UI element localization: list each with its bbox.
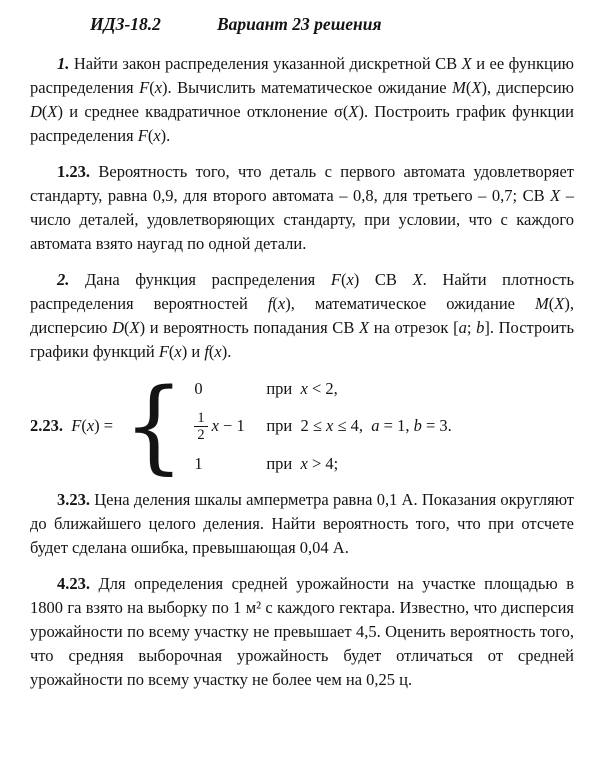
piecewise-formula-2-23 bbox=[30, 367, 574, 485]
text-run: ) и bbox=[181, 342, 205, 361]
text-run: > 4; bbox=[307, 453, 339, 473]
text-run: ). Вычислить математическое ожидание bbox=[162, 78, 453, 97]
text-run: ( bbox=[208, 342, 215, 361]
text-run: X bbox=[412, 270, 423, 289]
text-run: a bbox=[371, 416, 380, 435]
paragraph-task-1-23 bbox=[30, 160, 574, 256]
text-run: при bbox=[266, 378, 301, 398]
text-run: < 2, bbox=[307, 378, 338, 398]
text-run: X bbox=[471, 78, 482, 97]
formula-case-1 bbox=[194, 377, 451, 401]
text-run: при 2 ≤ bbox=[266, 416, 327, 435]
text-run: 2. bbox=[57, 270, 86, 289]
text-run: ). bbox=[221, 342, 232, 361]
text-run: Для определения средней урожайности на участке площадью в 1800 га взято на выборку по 1 м² с каждого гектара. Известно, что дисперсия урожайности по всему участку не превышает 4,5. Оценить вероятность того, что средняя выборочная урожайность будет отличаться от средней урожайности по всему участку не более чем на 0,25 ц. bbox=[30, 574, 575, 689]
left-brace: { bbox=[123, 367, 185, 485]
text-run: ( bbox=[340, 270, 347, 289]
case-value bbox=[194, 410, 266, 443]
text-run: b bbox=[476, 318, 485, 337]
text-run: Цена деления шкалы амперметра равна 0,1 А. Показания округляют до ближайшего целого деления. Найти вероятность того, что при отсчете будет сделана ошибка, превышающая 0,04 А. bbox=[30, 490, 575, 557]
paragraph-task-3-23 bbox=[30, 488, 574, 560]
text-run: x bbox=[326, 416, 334, 435]
text-run: ( bbox=[81, 416, 87, 435]
text-run: ( bbox=[149, 78, 155, 97]
text-run: x bbox=[300, 378, 308, 398]
text-run: 1. bbox=[57, 54, 74, 73]
paragraph-task-4-23 bbox=[30, 572, 574, 692]
text-run: x bbox=[346, 270, 354, 289]
text-run: ( bbox=[548, 294, 555, 313]
case-expression bbox=[212, 414, 245, 438]
doc-title: Вариант 23 решения bbox=[216, 14, 382, 34]
fraction-numerator: 1 bbox=[194, 410, 207, 427]
text-run: X bbox=[461, 54, 472, 73]
text-run: X bbox=[47, 102, 58, 121]
case-value: 0 bbox=[194, 378, 203, 398]
text-run: ]. Построить графики функций bbox=[30, 318, 575, 361]
text-run: 1.23. bbox=[57, 162, 99, 181]
text-run: Дана функция распределения bbox=[85, 270, 331, 289]
text-run: ) = bbox=[94, 416, 118, 435]
text-run: ), дисперсию bbox=[481, 78, 574, 97]
text-run: D bbox=[112, 318, 125, 337]
text-run: X bbox=[358, 318, 370, 337]
text-run: X bbox=[554, 294, 565, 313]
text-run: x bbox=[153, 126, 161, 145]
document-header bbox=[30, 12, 574, 36]
case-condition bbox=[266, 377, 337, 401]
formula-case-3 bbox=[194, 452, 451, 476]
text-run: x bbox=[154, 78, 163, 97]
text-run: ) и среднее квадратичное отклонение σ( bbox=[57, 102, 349, 121]
text-run: ( bbox=[147, 126, 154, 145]
formula-case-2 bbox=[194, 410, 451, 443]
text-run: x bbox=[277, 294, 286, 313]
text-run: ). bbox=[160, 126, 171, 145]
text-run: x bbox=[211, 416, 219, 435]
formula-cases bbox=[194, 377, 451, 476]
fraction-denominator: 2 bbox=[197, 426, 205, 443]
text-run: X bbox=[129, 318, 140, 337]
text-run: f bbox=[204, 342, 209, 361]
text-run: ) СВ bbox=[353, 270, 413, 289]
text-run: и ее функцию распределения bbox=[30, 54, 575, 97]
text-run: x bbox=[86, 416, 95, 435]
fraction bbox=[194, 410, 207, 443]
text-run: ( bbox=[168, 342, 175, 361]
paragraph-task-1 bbox=[30, 52, 574, 148]
doc-id: ИДЗ-18.2 bbox=[90, 14, 161, 34]
text-run: ( bbox=[272, 294, 278, 313]
text-run: F bbox=[158, 342, 169, 361]
text-run: ; bbox=[466, 318, 477, 337]
text-run: F bbox=[137, 126, 148, 145]
text-run: ≤ 4, bbox=[333, 416, 372, 435]
text-run: 2.23. bbox=[30, 416, 72, 435]
case-value: 1 bbox=[194, 453, 203, 473]
text-run: – число деталей, удовлетворяющих стандарту, при условии, что с каждого автомата взято наугад по одной детали. bbox=[30, 186, 574, 253]
text-run: M bbox=[452, 78, 466, 97]
text-run: ( bbox=[124, 318, 130, 337]
text-run: 4.23. bbox=[57, 574, 99, 593]
text-run: F bbox=[330, 270, 341, 289]
text-run: x bbox=[174, 342, 182, 361]
text-run: ), дисперсию bbox=[30, 294, 574, 337]
text-run: = 1, bbox=[379, 416, 414, 435]
text-run: . Найти плотность распределения вероятностей bbox=[30, 270, 575, 313]
text-run: a bbox=[458, 318, 467, 337]
text-run: b bbox=[413, 416, 422, 435]
text-run: x bbox=[214, 342, 222, 361]
case-condition bbox=[266, 414, 451, 438]
text-run: F bbox=[139, 78, 150, 97]
text-run: X bbox=[348, 102, 359, 121]
text-run: ( bbox=[41, 102, 48, 121]
text-run: F bbox=[71, 416, 82, 435]
text-run: при bbox=[266, 453, 301, 473]
paragraph-task-2 bbox=[30, 268, 574, 364]
text-run: X bbox=[550, 186, 561, 205]
text-run: Вероятность того, что деталь с первого автомата удовлетворяет стандарту, равна 0,9, для второго автомата – 0,8, для третьего – 0,7; СВ bbox=[30, 162, 575, 205]
case-condition bbox=[266, 452, 338, 476]
text-run: M bbox=[535, 294, 549, 313]
text-run: D bbox=[30, 102, 42, 121]
text-run: f bbox=[267, 294, 273, 313]
text-run: − 1 bbox=[218, 416, 245, 435]
text-run: ). Построить график функции распределения bbox=[30, 102, 574, 145]
text-run: на отрезок [ bbox=[369, 318, 459, 337]
formula-lead bbox=[30, 414, 117, 438]
text-run: 3.23. bbox=[57, 490, 95, 509]
text-run: x bbox=[300, 453, 308, 473]
text-run: = 3. bbox=[421, 416, 452, 435]
text-run: ) и вероятность попадания СВ bbox=[139, 318, 359, 337]
text-run: ( bbox=[465, 78, 472, 97]
text-run: ), математическое ожидание bbox=[285, 294, 536, 313]
text-run: Найти закон распределения указанной дискретной СВ bbox=[73, 54, 462, 73]
